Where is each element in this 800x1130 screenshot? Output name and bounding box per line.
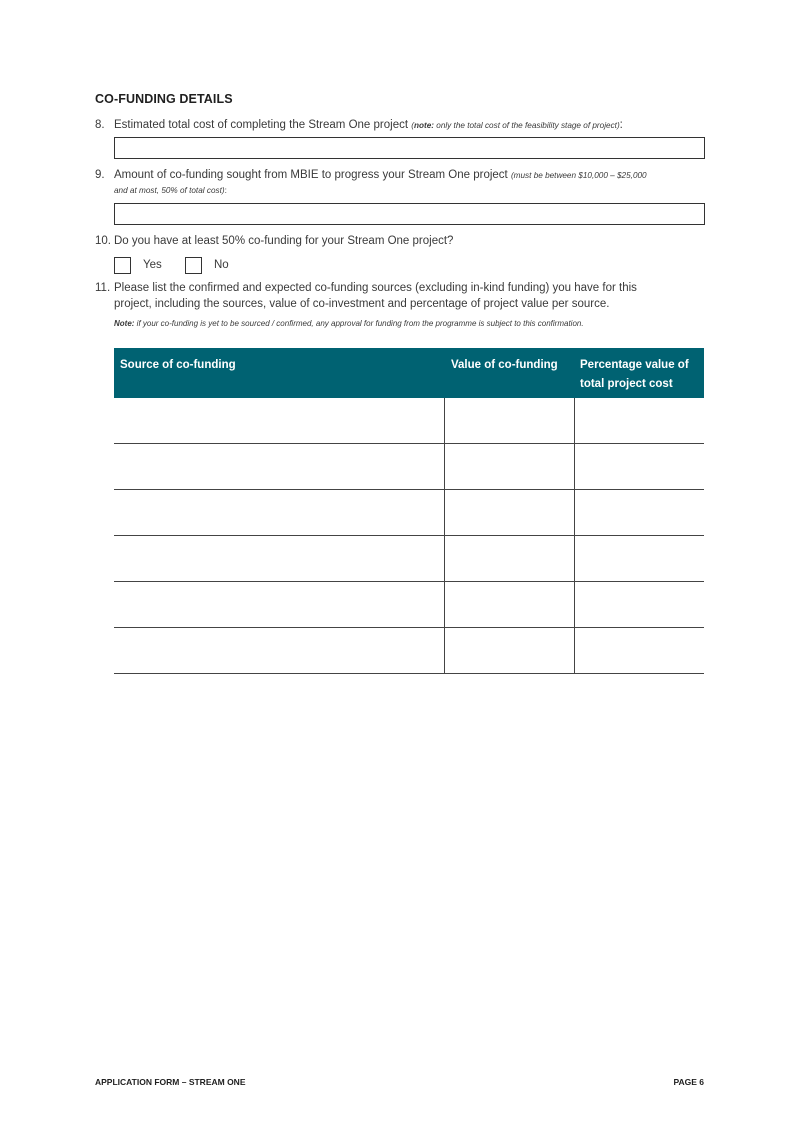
- table-row: [114, 536, 704, 582]
- question-9-note-line2-wrap: [114, 186, 227, 195]
- table-row: [114, 628, 704, 674]
- question-9-text: Amount of co-funding sought from MBIE to progress your Stream One project: [114, 169, 508, 181]
- column-divider: [574, 536, 575, 581]
- question-11-number: 11.: [95, 282, 111, 294]
- column-divider: [444, 444, 445, 489]
- question-11: [95, 282, 637, 294]
- column-divider: [574, 398, 575, 443]
- question-11-note-text: if your co-funding is yet to be sourced / confirmed, any approval for funding from the programme is subject to this confirmation.: [134, 319, 584, 328]
- footer-page-number: PAGE 6: [673, 1077, 704, 1087]
- no-checkbox[interactable]: [185, 257, 202, 274]
- yes-label: Yes: [143, 259, 162, 271]
- header-percentage: Percentage value of total project cost: [580, 359, 689, 390]
- question-8-note-label: note:: [413, 121, 434, 130]
- question-10: [95, 235, 453, 247]
- column-divider: [444, 628, 445, 673]
- table-header: [114, 348, 704, 398]
- question-11-note: [114, 319, 584, 328]
- column-divider: [574, 444, 575, 489]
- question-8: [95, 119, 623, 131]
- estimated-total-cost-field[interactable]: [114, 137, 705, 159]
- yes-checkbox[interactable]: [114, 257, 131, 274]
- column-divider: [444, 582, 445, 627]
- question-11-line1: Please list the confirmed and expected co-funding sources (excluding in-kind funding) you have for this: [114, 282, 637, 294]
- co-funding-sought-field[interactable]: [114, 203, 705, 225]
- table-row: [114, 490, 704, 536]
- question-8-text: Estimated total cost of completing the Stream One project: [114, 119, 409, 131]
- question-9-suffix: :: [224, 186, 227, 195]
- column-divider: [444, 398, 445, 443]
- question-8-note: (note: only the total cost of the feasibility stage of project): [411, 121, 620, 130]
- column-divider: [574, 628, 575, 673]
- question-10-text: Do you have at least 50% co-funding for your Stream One project?: [114, 235, 454, 247]
- question-9-note-line2: and at most, 50% of total cost): [114, 186, 225, 195]
- question-9: [95, 169, 647, 181]
- no-label: No: [214, 259, 229, 271]
- question-8-note-text: only the total cost of the feasibility stage of project): [433, 121, 620, 130]
- column-divider: [444, 536, 445, 581]
- question-8-suffix: :: [619, 119, 623, 131]
- column-divider: [574, 582, 575, 627]
- question-8-number: 8.: [95, 119, 105, 131]
- column-divider: [574, 490, 575, 535]
- question-11-line2: project, including the sources, value of co-investment and percentage of project value per source.: [114, 298, 610, 310]
- footer-form-name: APPLICATION FORM – STREAM ONE: [95, 1077, 246, 1087]
- table-row: [114, 444, 704, 490]
- table-row: [114, 582, 704, 628]
- question-9-note-line1: (must be between $10,000 – $25,000: [510, 171, 647, 180]
- co-funding-table: [114, 348, 704, 674]
- question-11-note-label: Note:: [114, 319, 135, 328]
- column-divider: [444, 490, 445, 535]
- question-10-number: 10.: [95, 235, 111, 247]
- question-9-number: 9.: [95, 169, 105, 181]
- header-source: Source of co-funding: [120, 359, 236, 371]
- table-row: [114, 398, 704, 444]
- header-value: Value of co-funding: [451, 359, 558, 371]
- section-title: CO-FUNDING DETAILS: [95, 92, 233, 106]
